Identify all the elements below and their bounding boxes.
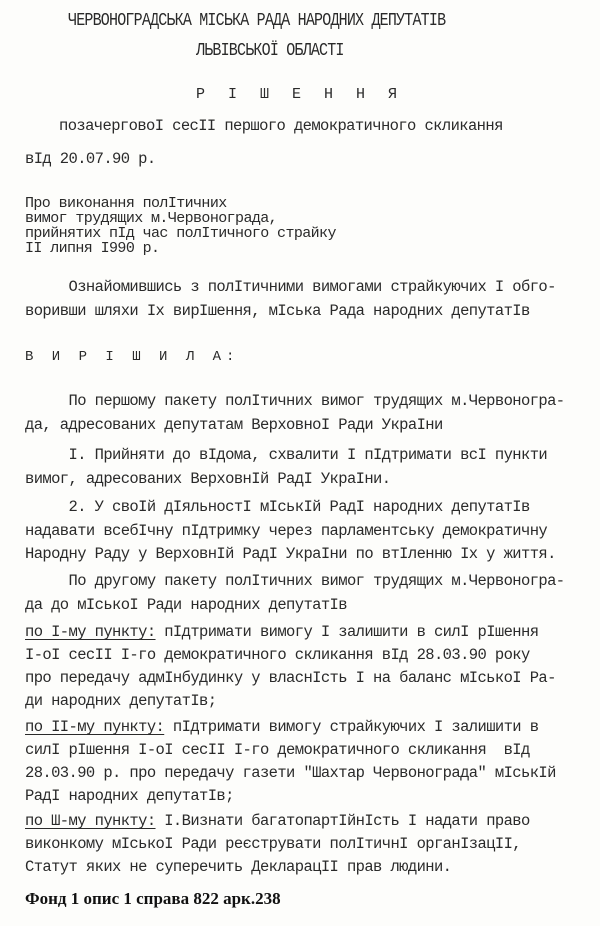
point-text: I.Визнати багатопартIйнIсть I надати право	[155, 812, 530, 830]
text-line: Статут яких не суперечить ДекларацII прав людини.	[25, 858, 452, 876]
text-line	[25, 623, 538, 641]
text-line: I-оI сесII I-го демократичного скликання вIд 28.03.90 року	[25, 646, 530, 664]
org-name-line2: ЛЬВІВСЬКОЇ ОБЛАСТІ	[196, 40, 344, 62]
text-line: силI рIшення I-оI сесII I-го демократичного скликання вIд	[25, 741, 530, 759]
text-line: ди народних депутатIв;	[25, 692, 217, 710]
subject-line: Про виконання полIтичних	[25, 195, 227, 212]
text-line: про передачу адмIнбудинку у власнIсть I на баланс мIськоI Ра-	[25, 669, 556, 687]
text-line: 2. У своIй дIяльностI мIськIй РадI народних депутатIв	[25, 498, 530, 516]
point-label: по Ш-му пункту:	[25, 812, 156, 830]
document-title: Р І Ш Е Н Н Я	[196, 86, 405, 103]
archive-reference: Фонд 1 опис 1 справа 822 арк.238	[25, 889, 281, 908]
text-line: 28.03.90 р. про передачу газети "Шахтар Червонограда" мIськIй	[25, 764, 556, 782]
org-name-line1: ЧЕРВОНОГРАДСЬКА МІСЬКА РАДА НАРОДНИХ ДЕПУТАТІВ	[68, 10, 446, 32]
text-line: РадI народних депутатIв;	[25, 787, 234, 805]
text-line: Народну Раду у ВерховнIй РадI УкраIни по втIленню Iх у життя.	[25, 545, 556, 563]
text-line: надавати всебIчну пIдтримку через парламентську демократичну	[25, 522, 548, 540]
text-line: вимог, адресованих ВерховнIй РадI УкраIни.	[25, 470, 391, 488]
document-date: вIд 20.07.90 р.	[25, 150, 156, 168]
subject-line: вимог трудящих м.Червонограда,	[25, 210, 278, 227]
text-line: виконкому мIськоI Ради реєструвати полIтичнI органIзацII,	[25, 835, 521, 853]
subject-line: прийнятих пIд час полIтичного страйку	[25, 225, 336, 242]
text-line: да до мIськоI Ради народних депутатIв	[25, 596, 347, 614]
subject-line: II липня I990 р.	[25, 240, 160, 257]
point-label: по I-му пункту:	[25, 623, 156, 641]
resolved-heading: В И Р І Ш И Л А:	[25, 349, 240, 365]
point-label: по II-му пункту:	[25, 718, 165, 736]
text-line	[25, 718, 538, 736]
text-line: да, адресованих депутатам ВерховноI Ради УкраIни	[25, 416, 443, 434]
preamble-line: воривши шляхи Iх вирIшення, мIська Рада народних депутатIв	[25, 302, 530, 320]
point-text: пIдтримати вимогу I залишити в силI рIшення	[155, 623, 539, 641]
text-line: По першому пакету полIтичних вимог трудящих м.Червоногра-	[25, 392, 565, 410]
point-text: пIдтримати вимогу страйкуючих I залишити в	[164, 718, 539, 736]
text-line: I. Прийняти до вIдома, схвалити I пIдтримати всI пункти	[25, 446, 548, 464]
text-line: По другому пакету полIтичних вимог трудящих м.Червоногра-	[25, 572, 565, 590]
text-line	[25, 812, 530, 830]
session-line: позачерговоI сесII першого демократичного скликання	[59, 117, 503, 135]
preamble-line: Ознайомившись з полIтичними вимогами страйкуючих I обго-	[25, 278, 556, 296]
